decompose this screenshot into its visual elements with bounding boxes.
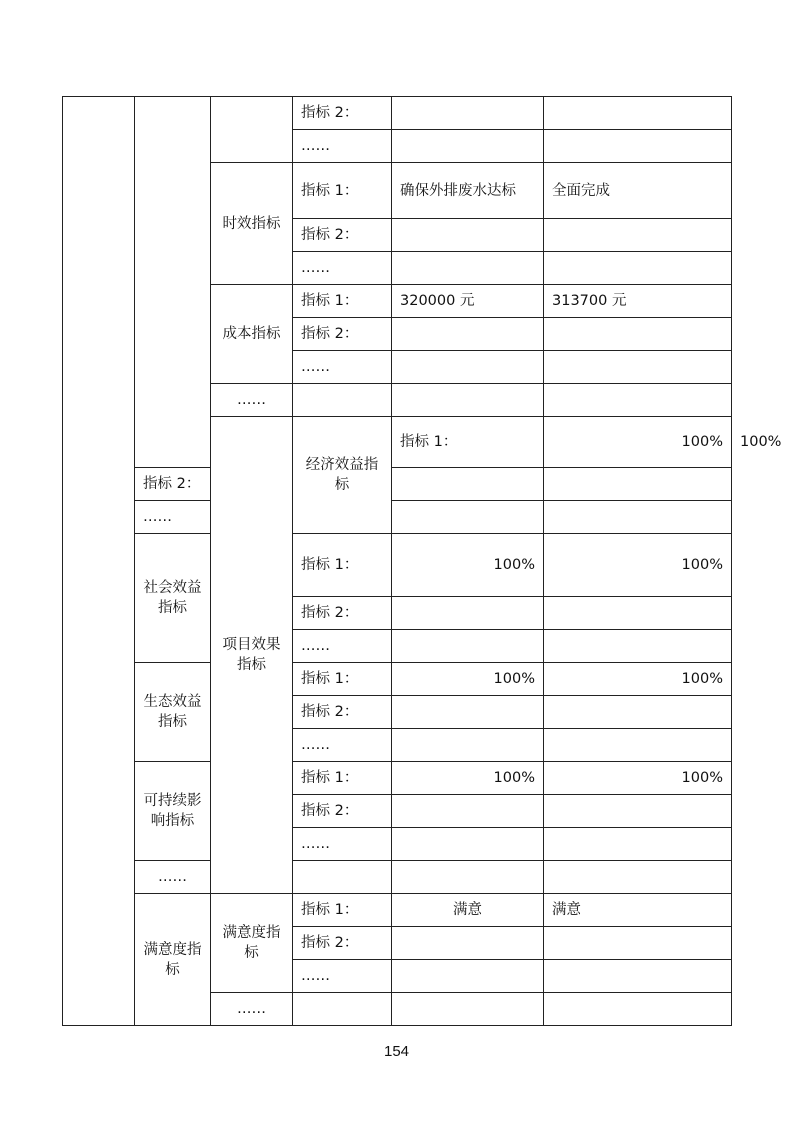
target-value-cell [392, 696, 544, 729]
actual-value-cell [544, 219, 732, 252]
actual-value-cell [544, 468, 732, 501]
target-value-cell [392, 861, 544, 894]
actual-value-cell [544, 97, 732, 130]
indicator-label: 指标 1： [392, 417, 544, 468]
actual-value-cell [544, 927, 732, 960]
target-value-cell [392, 795, 544, 828]
indicator-label [293, 384, 392, 417]
target-value-cell: 满意 [392, 894, 544, 927]
actual-value-cell: 100% [544, 762, 732, 795]
indicator-label: …… [293, 130, 392, 163]
indicator-label: …… [293, 630, 392, 663]
section-label-economic: 经济效益指标 [293, 417, 392, 534]
actual-value-cell: 全面完成 [544, 163, 732, 219]
indicator-label: 指标 2： [293, 97, 392, 130]
table-row [63, 762, 732, 795]
actual-value-cell: 满意 [544, 894, 732, 927]
indicator-label: 指标 2： [135, 468, 211, 501]
indicator-label: …… [293, 351, 392, 384]
actual-value-cell [544, 993, 732, 1026]
actual-value-cell: 313700 元 [544, 285, 732, 318]
target-value-cell [392, 318, 544, 351]
indicator-label: 指标 2： [293, 318, 392, 351]
indicator-label: …… [293, 828, 392, 861]
indicator-label: 指标 1： [293, 894, 392, 927]
performance-indicator-table [62, 96, 782, 1026]
actual-value-cell [544, 501, 732, 534]
table-row [63, 97, 732, 130]
target-value-cell [392, 993, 544, 1026]
category-label-satisfaction: 满意度指标 [135, 894, 211, 1026]
level3-cell [211, 97, 293, 163]
page-number: 154 [383, 1043, 410, 1060]
target-value-cell: 100% [544, 417, 732, 468]
section-label-timeliness: 时效指标 [211, 163, 293, 285]
actual-value-cell [544, 351, 732, 384]
target-value-cell [392, 630, 544, 663]
indicator-label: 指标 2： [293, 927, 392, 960]
indicator-label: 指标 2： [293, 219, 392, 252]
section-label-satisfaction: 满意度指标 [211, 894, 293, 993]
target-value-cell: 100% [392, 762, 544, 795]
actual-value-cell [544, 252, 732, 285]
target-value-cell [392, 252, 544, 285]
indicator-label: 指标 1： [293, 762, 392, 795]
indicator-label: 指标 1： [293, 534, 392, 597]
table-row [63, 468, 732, 501]
section-label-more: …… [211, 384, 293, 417]
indicator-label [293, 861, 392, 894]
actual-value-cell [544, 318, 732, 351]
table-row [63, 663, 732, 696]
indicator-label: 指标 1： [293, 285, 392, 318]
section-label-sustainability: 可持续影响指标 [135, 762, 211, 861]
target-value-cell: 100% [392, 663, 544, 696]
target-value-cell [392, 468, 544, 501]
level2-cell [135, 97, 211, 468]
actual-value-cell [544, 795, 732, 828]
actual-value-cell [544, 630, 732, 663]
actual-value-cell [544, 828, 732, 861]
target-value-cell [392, 130, 544, 163]
target-value-cell: 确保外排废水达标 [392, 163, 544, 219]
target-value-cell [392, 219, 544, 252]
indicator-label: 指标 1： [293, 163, 392, 219]
target-value-cell [392, 597, 544, 630]
actual-value-cell [544, 384, 732, 417]
section-label-cost: 成本指标 [211, 285, 293, 384]
actual-value-cell: 100% [544, 663, 732, 696]
actual-value-cell [544, 729, 732, 762]
target-value-cell [392, 960, 544, 993]
actual-value-cell [544, 960, 732, 993]
target-value-cell: 320000 元 [392, 285, 544, 318]
indicator-label: 指标 2： [293, 795, 392, 828]
indicator-label: …… [293, 729, 392, 762]
table-row [63, 534, 732, 597]
target-value-cell [392, 351, 544, 384]
section-label-more: …… [211, 993, 293, 1026]
table-row [63, 894, 732, 927]
indicator-label: 指标 2： [293, 597, 392, 630]
indicator-label: …… [293, 252, 392, 285]
table-row [63, 501, 732, 534]
indicator-label: 指标 1： [293, 663, 392, 696]
actual-value-cell [544, 696, 732, 729]
target-value-cell [392, 384, 544, 417]
indicator-label: …… [135, 501, 211, 534]
indicator-label: 指标 2： [293, 696, 392, 729]
target-value-cell [392, 828, 544, 861]
level1-cell [63, 97, 135, 1026]
actual-value-cell [544, 130, 732, 163]
target-value-cell [392, 729, 544, 762]
target-value-cell [392, 927, 544, 960]
indicator-label: …… [293, 960, 392, 993]
section-label-social: 社会效益指标 [135, 534, 211, 663]
target-value-cell [392, 501, 544, 534]
section-label-ecological: 生态效益指标 [135, 663, 211, 762]
target-value-cell: 100% [392, 534, 544, 597]
actual-value-cell: 100% [544, 534, 732, 597]
target-value-cell [392, 97, 544, 130]
table-row: 项目效果指标 经济效益指标 指标 1： 100% 100% [63, 417, 732, 468]
actual-value-cell [544, 597, 732, 630]
table-row [63, 861, 732, 894]
actual-value-cell [544, 861, 732, 894]
indicator-label [293, 993, 392, 1026]
category-label-effect: 项目效果指标 [211, 417, 293, 894]
section-label-more: …… [135, 861, 211, 894]
